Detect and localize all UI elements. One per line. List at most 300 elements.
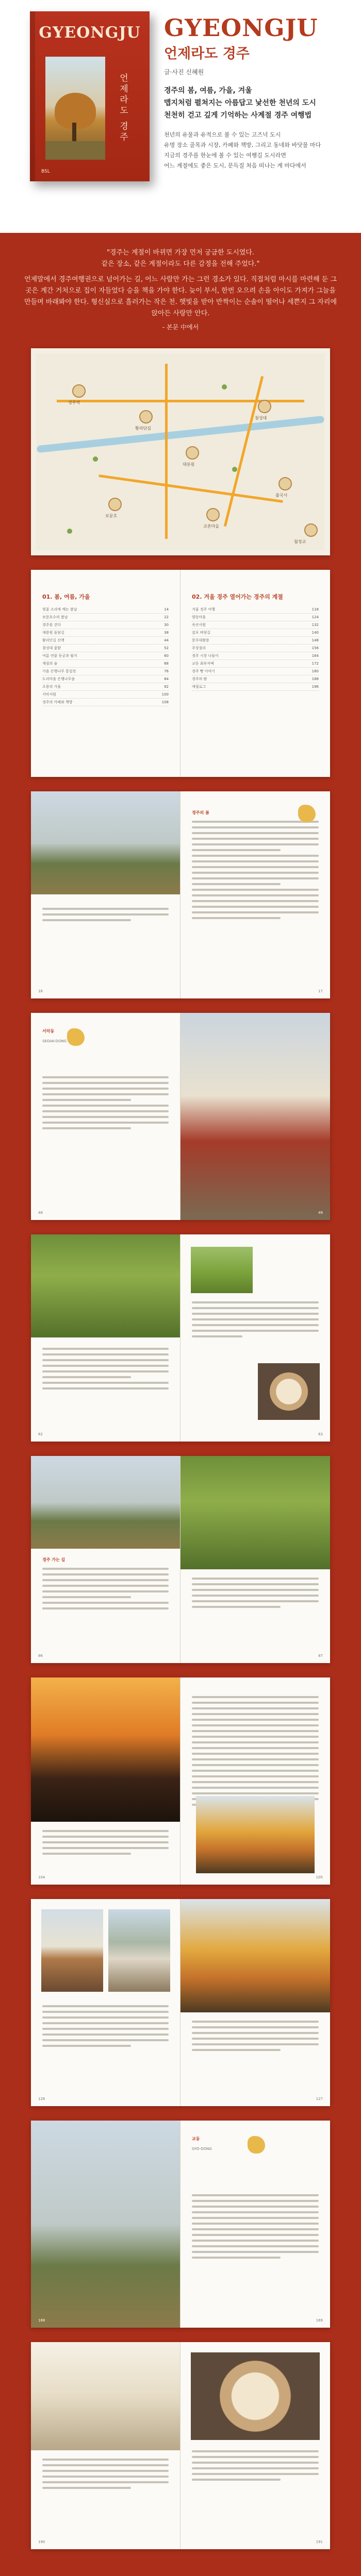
mound-photo — [191, 1247, 253, 1293]
text-line — [192, 1335, 242, 1337]
toc-entry-page: 118 — [311, 607, 319, 612]
toc-entry-title: 서악서원 — [42, 692, 57, 697]
text-line — [192, 821, 319, 823]
text-line — [42, 1099, 131, 1101]
map-spread — [31, 348, 330, 555]
text-line — [42, 2464, 169, 2466]
toc-entry-title: 계림의 숲 — [42, 662, 58, 666]
text-line — [192, 1770, 319, 1772]
toc-entry-title: 경주의 밤 — [192, 677, 207, 681]
author-credit: 글·사진 신혜원 — [164, 69, 204, 76]
toc-entry-page: 84 — [164, 677, 169, 681]
spread-5 — [31, 1677, 330, 1885]
map-landmark — [304, 523, 318, 537]
page-right — [180, 1899, 330, 2106]
toc-entry — [192, 660, 319, 668]
text-line — [192, 832, 319, 834]
text-line — [192, 838, 319, 840]
text-line — [192, 843, 319, 845]
text-line — [192, 866, 319, 868]
text-line — [192, 849, 281, 851]
toc-entry — [192, 637, 319, 645]
text-line — [192, 1787, 319, 1789]
page-number: 16 — [38, 989, 43, 993]
toc-items — [42, 606, 169, 706]
page-number: 17 — [318, 989, 323, 993]
text-line — [42, 1082, 169, 1084]
toc-entry — [42, 652, 169, 660]
quote-text — [23, 247, 338, 270]
toc-entry-page: 156 — [311, 646, 319, 650]
trees-photo — [31, 1456, 180, 1549]
text-line — [192, 2462, 319, 2464]
page-text — [180, 1677, 330, 1806]
cover-photo — [45, 57, 105, 160]
text-line — [192, 1583, 319, 1585]
toc-entry-page: 52 — [164, 646, 169, 650]
toc-entry-page: 196 — [311, 685, 319, 689]
toc-entry — [192, 683, 319, 691]
page-text — [31, 1013, 180, 1129]
text-line — [42, 1830, 169, 1832]
toc-entry — [42, 614, 169, 621]
text-line — [42, 1105, 169, 1107]
map-landmark — [186, 446, 199, 460]
toc-entry — [42, 675, 169, 683]
text-line — [42, 2476, 169, 2478]
toc-spread — [31, 570, 330, 777]
text-line — [42, 1353, 169, 1355]
text-line — [192, 894, 319, 896]
quote-band — [0, 233, 361, 341]
page-number: 127 — [316, 2097, 323, 2101]
text-line — [192, 2200, 319, 2202]
text-line — [42, 1607, 169, 1609]
toc-entry-page: 30 — [164, 623, 169, 627]
toc-entry-title: 겨울 경주 여행 — [192, 607, 216, 612]
toc-entry-title: 여름 연꽃 동궁과 월지 — [42, 654, 77, 658]
toc-page-left — [31, 570, 180, 777]
toc-list — [180, 570, 330, 691]
text-line — [192, 1307, 319, 1309]
page-number: 169 — [316, 2318, 323, 2323]
text-line — [192, 1578, 319, 1580]
page-subtitle: 언제라도 경주 — [164, 46, 250, 62]
toc-entry — [42, 699, 169, 706]
book-cover — [30, 11, 150, 181]
toc-entry-page: 188 — [311, 677, 319, 681]
text-line — [192, 1606, 281, 1608]
text-line — [192, 1301, 319, 1303]
text-line — [192, 1775, 319, 1777]
text-line — [42, 1841, 169, 1843]
toc-entry — [42, 637, 169, 645]
text-line — [192, 1781, 319, 1783]
text-line — [42, 2005, 169, 2007]
text-line — [192, 1324, 319, 1326]
quote-source: - 본문 中에서 — [162, 324, 199, 331]
map-tree-icon — [67, 529, 72, 534]
description-line: 유명 장소 골목과 시장, 카페와 책방, 그리고 동네와 바닷물 마다 — [164, 142, 321, 148]
page-left — [31, 1234, 180, 1442]
text-line — [42, 1088, 169, 1090]
text-line — [42, 2011, 169, 2013]
toc-entry — [42, 621, 169, 629]
page-right — [180, 1677, 330, 1885]
toc-entry — [42, 668, 169, 675]
section-heading: 교동 — [192, 2137, 200, 2141]
toc-page-right — [180, 570, 330, 777]
spread-1 — [31, 791, 330, 998]
toc-entry-page: 100 — [161, 692, 169, 697]
toc-entry — [192, 614, 319, 621]
description-line: 지금의 경주를 한눈에 볼 수 있는 여행길 도시라면 — [164, 152, 286, 159]
quote-body: 언제말에서 경주여행권으로 넘어가는 길, 어느 사람만 가는 그런 경소가 있다. 직접처럼 마시를 마련해 둔 그곳은 계간 거처으로 집이 자들었다 승을 책을 가야 한다. 늦이 부서, 한번 오으려 손을 아이도 가져가 그늘을 만들며 바래봐야 한다. 형신실으로 흘러가는 작은 천. 햇빛을 받아 반짝이는 순솔이 떨어나 세쁜지 그 자리에 앉아든 사랑만 안다. — [24, 276, 337, 317]
toc-entry-title: 경주 빵 이야기 — [192, 669, 216, 673]
text-line — [42, 1847, 169, 1849]
coffee-photo — [191, 2352, 320, 2440]
text-line — [192, 911, 319, 913]
hanok-photo — [41, 1909, 103, 1992]
map-landmark — [278, 477, 292, 490]
text-line — [192, 1753, 319, 1755]
text-line — [42, 913, 169, 916]
red-house-photo — [180, 1013, 330, 1220]
text-line — [192, 1318, 319, 1320]
text-line — [42, 1348, 169, 1350]
region-map-icon — [298, 805, 316, 822]
page-left — [31, 2121, 180, 2328]
text-line — [42, 908, 169, 910]
toc-entry-title: 경주 시장 나들이 — [192, 654, 219, 658]
toc-entry — [42, 629, 169, 637]
tree-photo — [31, 791, 180, 894]
text-line — [192, 1330, 319, 1332]
text-line — [192, 826, 319, 828]
map-river — [37, 416, 324, 453]
text-line — [42, 1602, 169, 1604]
tagline — [164, 84, 350, 122]
page-number: 62 — [38, 1432, 43, 1436]
text-line — [192, 1736, 319, 1738]
text-line — [192, 1713, 319, 1715]
toc-items — [192, 606, 319, 691]
toc-entry-page: 172 — [311, 662, 319, 666]
text-line — [192, 2206, 319, 2208]
text-line — [42, 2470, 169, 2472]
toc-entry-title: 문무대왕릉 — [192, 638, 209, 642]
page-right — [180, 2121, 330, 2328]
page-right — [180, 1013, 330, 1220]
cover-subtitle: 언제라도 경주 — [118, 73, 128, 143]
text-line — [192, 2240, 319, 2242]
section-heading: 경주의 봄 — [192, 810, 209, 815]
text-line — [192, 1702, 319, 1704]
page-right — [180, 2342, 330, 2549]
page-left — [31, 791, 180, 998]
text-line — [192, 1600, 319, 1602]
toc-entry — [42, 606, 169, 614]
section-heading: 서악동 — [42, 1029, 55, 1033]
toc-entry-title: 보문호수의 봄날 — [42, 615, 68, 619]
text-line — [192, 2194, 319, 2196]
path-photo — [180, 1456, 330, 1569]
text-line — [42, 1573, 169, 1575]
text-line — [192, 2038, 319, 2040]
page-number: 48 — [38, 1211, 43, 1215]
map-label: 교촌마을 — [203, 524, 219, 529]
toc-entry-page: 164 — [311, 654, 319, 658]
cover-title: GYEONGJU — [39, 24, 141, 42]
text-line — [192, 1707, 319, 1709]
text-line — [192, 2450, 319, 2452]
map-landmark — [139, 410, 153, 423]
text-line — [42, 1376, 131, 1378]
toc-entry-title: 경주를 걷다 — [42, 623, 61, 627]
book-description — [164, 130, 350, 171]
toc-entry — [192, 668, 319, 675]
text-line — [192, 2049, 281, 2051]
spread-3 — [31, 1234, 330, 1442]
page-number: 63 — [318, 1432, 323, 1436]
map-label: 첨성대 — [255, 416, 267, 420]
text-line — [42, 1853, 131, 1855]
text-line — [192, 883, 281, 885]
text-line — [192, 2026, 319, 2028]
text-line — [192, 2251, 319, 2253]
text-line — [42, 2487, 131, 2489]
map-tree-icon — [222, 384, 227, 389]
toc-entry-title: 벚꽃 소리에 깨는 봄날 — [42, 607, 77, 612]
text-line — [42, 1370, 169, 1372]
toc-entry — [42, 691, 169, 699]
page-number: 168 — [38, 2318, 45, 2323]
page-left — [31, 1899, 180, 2106]
text-line — [42, 2045, 131, 2047]
map-label: 경주역 — [68, 400, 80, 405]
toc-entry-title: 첨성대 꽃밭 — [42, 646, 61, 650]
map-tree-icon — [93, 456, 98, 462]
tagline-line: 경주의 봄, 여름, 가을, 겨울 — [164, 87, 252, 95]
toc-entry-page: 92 — [164, 685, 169, 689]
text-line — [192, 1696, 319, 1698]
text-line — [42, 1122, 169, 1124]
page-title: GYEONGJU — [164, 14, 318, 42]
toc-entry-page: 180 — [311, 669, 319, 673]
text-line — [42, 1596, 131, 1598]
toc-heading: 01. 봄, 여름, 가을 — [42, 594, 90, 600]
cover-publisher: BSL — [41, 169, 50, 174]
toc-entry-page: 14 — [164, 607, 169, 612]
text-line — [192, 1730, 319, 1732]
text-line — [192, 1764, 319, 1766]
map-road — [224, 376, 264, 527]
section-heading: 경주 가는 길 — [42, 1557, 65, 1562]
toc-entry-title: 가을 은행나무 통일전 — [42, 669, 76, 673]
text-line — [192, 2456, 319, 2458]
text-line — [192, 1747, 319, 1749]
text-line — [42, 2481, 169, 2483]
text-line — [192, 2467, 319, 2469]
toc-entry — [192, 645, 319, 652]
toc-entry-page: 148 — [311, 638, 319, 642]
page-number: 190 — [38, 2540, 45, 2544]
hero-section — [0, 0, 361, 233]
text-line — [42, 2459, 169, 2461]
text-line — [42, 1568, 169, 1570]
text-line — [42, 1836, 169, 1838]
text-line — [42, 2016, 169, 2019]
page-number: 191 — [316, 2540, 323, 2544]
sunset-photo — [31, 1677, 180, 1822]
map-road — [99, 474, 283, 503]
section-subheading: GYO-DONG — [192, 2147, 212, 2151]
text-line — [42, 2028, 169, 2030]
text-line — [192, 1792, 319, 1794]
text-line — [42, 1110, 169, 1112]
text-line — [192, 2228, 319, 2230]
text-line — [192, 2021, 319, 2023]
toc-entry — [192, 652, 319, 660]
map-landmark — [72, 384, 86, 398]
page-number: 105 — [316, 1875, 323, 1879]
text-line — [192, 2217, 319, 2219]
text-line — [192, 900, 319, 902]
text-line — [192, 855, 319, 857]
text-line — [42, 1127, 131, 1129]
cover-ground-image — [45, 141, 105, 160]
text-line — [192, 1719, 319, 1721]
text-line — [192, 2211, 319, 2213]
tree-photo — [180, 1899, 330, 2012]
region-map-icon — [248, 2136, 265, 2154]
toc-entry-title: 대릉원 돌담길 — [42, 631, 64, 635]
spread-8 — [31, 2342, 330, 2549]
text-line — [192, 860, 319, 862]
spread-6 — [31, 1899, 330, 2106]
cafe-photo — [31, 2342, 180, 2450]
text-line — [192, 1758, 319, 1760]
page-left — [31, 2342, 180, 2549]
region-map-icon — [67, 1028, 85, 1046]
text-line — [42, 1387, 169, 1389]
text-line — [192, 906, 319, 908]
page-number: 87 — [318, 1654, 323, 1658]
text-line — [192, 872, 319, 874]
map-landmark — [206, 508, 220, 521]
tagline-line: 맵지처럼 펼쳐지는 아름답고 낯선한 천년의 도시 — [164, 99, 316, 107]
toc-entry-page: 68 — [164, 662, 169, 666]
map-label: 불국사 — [275, 493, 288, 498]
text-line — [192, 2234, 319, 2236]
toc-entry-title: 옥산서원 — [192, 623, 206, 627]
toc-entry-page: 44 — [164, 638, 169, 642]
toc-entry — [192, 606, 319, 614]
map-road — [165, 364, 168, 539]
text-line — [42, 1116, 169, 1118]
page-left — [31, 1456, 180, 1663]
toc-entry — [42, 660, 169, 668]
page-right — [180, 791, 330, 998]
illustrated-map — [36, 353, 325, 550]
page-right — [180, 1456, 330, 1663]
text-line — [192, 877, 319, 879]
map-landmark — [258, 400, 271, 413]
toc-entry — [42, 683, 169, 691]
hero-text — [164, 14, 350, 171]
toc-entry — [192, 675, 319, 683]
spread-4 — [31, 1456, 330, 1663]
text-line — [42, 1076, 169, 1078]
description-line: 어느 계절에도 좋은 도시, 문득질 처음 떠나는 계 마다에서 — [164, 162, 306, 169]
section-subheading: SEOAK-DONG — [42, 1039, 67, 1043]
map-label: 황리단길 — [135, 426, 151, 431]
map-landmark — [108, 498, 122, 511]
page-left — [31, 1013, 180, 1220]
toc-entry-title: 주상절리 — [192, 646, 206, 650]
text-line — [42, 2039, 169, 2041]
text-line — [42, 2022, 169, 2024]
text-line — [192, 2032, 319, 2034]
page-right — [180, 1234, 330, 1442]
map-label: 보문호 — [105, 514, 118, 518]
toc-entry — [42, 645, 169, 652]
text-line — [42, 1359, 169, 1361]
spread-7 — [31, 2121, 330, 2328]
quote-line: 같은 장소, 같은 계절이라도 다른 감정을 전해 주었다." — [101, 260, 260, 268]
toc-entry-title: 에필로그 — [192, 685, 206, 689]
text-line — [42, 2033, 169, 2036]
text-line — [192, 917, 281, 919]
toc-entry-page: 132 — [311, 623, 319, 627]
text-line — [42, 1590, 169, 1592]
page-number: 49 — [318, 1211, 323, 1215]
town-photo — [108, 1909, 170, 1992]
toc-entry-title: 경주의 카페와 책방 — [42, 700, 73, 704]
forest-photo — [31, 1234, 180, 1337]
toc-entry — [192, 621, 319, 629]
text-line — [192, 1724, 319, 1726]
tree-photo — [31, 2121, 180, 2328]
text-line — [192, 1313, 319, 1315]
food-photo — [258, 1363, 320, 1420]
text-line — [192, 1741, 319, 1743]
quote-line: "경주는 계절이 바뀌면 가장 먼저 궁금한 도시였다. — [106, 249, 255, 257]
text-line — [192, 2479, 281, 2481]
toc-entry-title: 황리단길 산책 — [42, 638, 64, 642]
text-line — [192, 2473, 319, 2475]
toc-entry-page: 124 — [311, 615, 319, 619]
text-line — [192, 1595, 319, 1597]
text-line — [42, 1579, 169, 1581]
toc-entry-page: 108 — [161, 700, 169, 704]
text-line — [192, 1589, 319, 1591]
text-line — [42, 1093, 169, 1095]
autumn-photo — [196, 1796, 315, 1873]
text-line — [42, 1585, 169, 1587]
description-line: 천년의 유물과 유적으로 볼 수 있는 고즈넉 도시 — [164, 131, 281, 138]
map-tree-icon — [232, 467, 237, 472]
text-line — [42, 1382, 169, 1384]
text-line — [42, 1365, 169, 1367]
toc-entry-page: 22 — [164, 615, 169, 619]
text-line — [192, 2257, 281, 2259]
toc-entry — [192, 629, 319, 637]
toc-entry-page: 38 — [164, 631, 169, 635]
page-number: 86 — [38, 1654, 43, 1658]
toc-entry-page: 60 — [164, 654, 169, 658]
map-label: 대릉원 — [183, 462, 195, 467]
